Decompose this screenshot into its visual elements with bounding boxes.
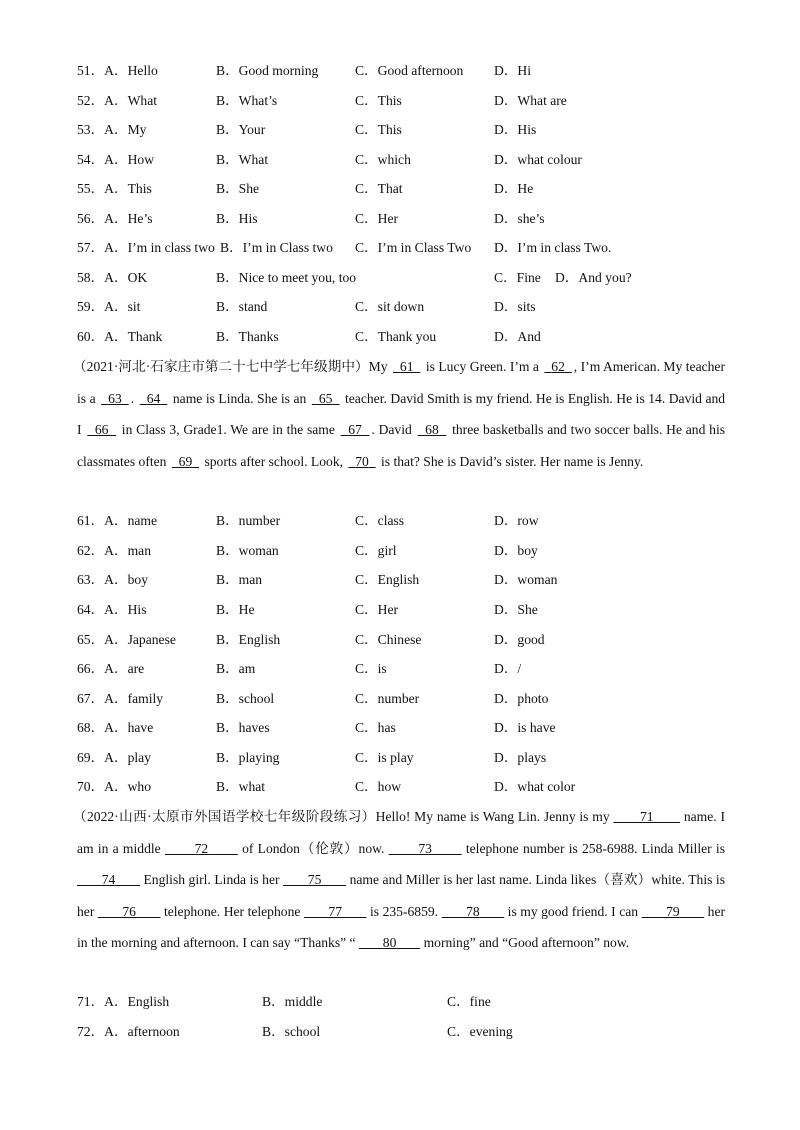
q68-option-c: C．has	[355, 720, 396, 735]
q59-option-c: C．sit down	[355, 299, 425, 314]
q69-option-b: B．playing	[216, 750, 280, 765]
q66-option-c: C．is	[355, 661, 387, 676]
question-59	[77, 297, 737, 317]
q51-option-d: D．Hi	[494, 63, 532, 78]
q61-option-a: 61．A．name	[77, 513, 158, 528]
q64-option-c: C．Her	[355, 602, 399, 617]
q58-option-c: C．Fine	[494, 270, 541, 285]
q58-option-d: D．And you?	[555, 270, 632, 285]
q60-option-a: 60．A．Thank	[77, 329, 163, 344]
q56-option-a: 56．A．He’s	[77, 211, 153, 226]
q57-option-c: C．I’m in Class Two	[355, 240, 472, 255]
q72-option-a: 72．A．afternoon	[77, 1024, 180, 1039]
q70-option-c: C．how	[355, 779, 402, 794]
blank-61: 61	[399, 359, 414, 374]
blank-63: 63	[108, 390, 122, 406]
blank-72: 72	[194, 840, 209, 856]
q56-option-b: B．His	[216, 211, 258, 226]
q68-option-a: 68．A．have	[77, 720, 154, 735]
q67-option-d: D．photo	[494, 691, 549, 706]
q60-option-c: C．Thank you	[355, 329, 437, 344]
q67-option-c: C．number	[355, 691, 420, 706]
q65-option-b: B．English	[216, 632, 281, 647]
blank-79: 79	[666, 903, 680, 919]
blank-65: 65	[318, 390, 333, 406]
q51-option-c: C．Good afternoon	[355, 63, 464, 78]
q68-option-d: D．is have	[494, 720, 556, 735]
q63-option-b: B．man	[216, 572, 263, 587]
blank-69: 69	[178, 453, 193, 469]
q54-option-a: 54．A．How	[77, 152, 155, 167]
q53-option-a: 53．A．My	[77, 122, 147, 137]
question-60	[77, 327, 737, 347]
q64-option-a: 64．A．His	[77, 602, 147, 617]
q54-option-b: B．What	[216, 152, 269, 167]
q54-option-c: C．which	[355, 152, 411, 167]
cloze-passage-3: （2022·山西·太原市外国语学校七年级阶段练习）Hello! My name is Wang Lin. Jenny is my 71 name. I am in a middle 72 of London（伦敦）now. 73 telephone number is 258-6988. Linda Miller is 74 English girl. Linda is her 75 name and Miller is her last name. Linda likes（喜欢）white. This is her 76 telephone. Her telephone 77 is 235-6859. 78 is my good friend. I can 79 her in the morning and afternoon. I can say “Thanks” “ 80 morning” and “Good afternoon” now.	[73, 809, 726, 950]
q71-option-c: C．fine	[447, 994, 491, 1009]
q66-option-d: D．/	[494, 661, 522, 676]
q52-option-c: C．This	[355, 93, 402, 108]
passage-2-source: （2021·河北·石家庄市第二十七中学七年级期中）	[73, 359, 369, 374]
q72-option-c: C．evening	[447, 1024, 513, 1039]
question-51	[77, 61, 737, 81]
blank-76: 76	[122, 903, 136, 919]
q70-option-d: D．what color	[494, 779, 576, 794]
q63-option-d: D．woman	[494, 572, 558, 587]
q70-option-b: B．what	[216, 779, 266, 794]
q51-option-a: 51．A．Hello	[77, 63, 158, 78]
q55-option-c: C．That	[355, 181, 403, 196]
q57-option-b: B．I’m in Class two	[220, 240, 333, 255]
q54-option-d: D．what colour	[494, 152, 582, 167]
q69-option-c: C．is play	[355, 750, 414, 765]
q56-option-d: D．she’s	[494, 211, 545, 226]
blank-74: 74	[101, 872, 116, 887]
question-65	[77, 630, 737, 650]
question-72	[77, 1022, 737, 1042]
q65-option-d: D．good	[494, 632, 545, 647]
blank-70: 70	[355, 453, 369, 469]
cloze-passage-2: （2021·河北·石家庄市第二十七中学七年级期中）My 61 is Lucy Green. I’m a 62 , I’m American. My teacher is a 63 . 64 name is Linda. She is an 65 teacher. David Smith is my friend. He is English. He is 14. David and I 66 in Class 3, Grade1. We are in the same 67 . David 68 three basketballs and two soccer balls. He and his classmates often 69 sports after school. Look, 70 is that? She is David’s sister. Her name is Jenny.	[73, 359, 726, 469]
blank-62: 62	[551, 359, 565, 374]
question-69	[77, 748, 737, 768]
q53-option-b: B．Your	[216, 122, 266, 137]
q55-option-d: D．He	[494, 181, 534, 196]
question-58	[77, 268, 737, 288]
q53-option-d: D．His	[494, 122, 537, 137]
q69-option-a: 69．A．play	[77, 750, 152, 765]
q59-option-b: B．stand	[216, 299, 268, 314]
passage-3-source: （2022·山西·太原市外国语学校七年级阶段练习）	[73, 809, 376, 824]
question-55	[77, 179, 737, 199]
question-70	[77, 777, 737, 797]
q55-option-a: 55．A．This	[77, 181, 152, 196]
question-57	[77, 238, 737, 258]
question-62	[77, 541, 737, 561]
question-54	[77, 150, 737, 170]
q65-option-a: 65．A．Japanese	[77, 632, 176, 647]
blank-78: 78	[466, 903, 480, 919]
blank-80: 80	[382, 935, 397, 950]
q70-option-a: 70．A．who	[77, 779, 152, 794]
q58-option-b: B．Nice to meet you, too	[216, 270, 357, 285]
q57-option-a: 57．A．I’m in class two	[77, 240, 215, 255]
q67-option-a: 67．A．family	[77, 691, 164, 706]
question-63	[77, 570, 737, 590]
q58-option-a: 58．A．OK	[77, 270, 148, 285]
q62-option-b: B．woman	[216, 543, 279, 558]
q64-option-b: B．He	[216, 602, 255, 617]
question-67	[77, 689, 737, 709]
q59-option-d: D．sits	[494, 299, 536, 314]
q52-option-d: D．What are	[494, 93, 567, 108]
q56-option-c: C．Her	[355, 211, 399, 226]
blank-67: 67	[348, 422, 362, 437]
q51-option-b: B．Good morning	[216, 63, 319, 78]
q59-option-a: 59．A．sit	[77, 299, 141, 314]
question-66	[77, 659, 737, 679]
question-68	[77, 718, 737, 738]
q72-option-b: B．school	[262, 1024, 321, 1039]
q71-option-b: B．middle	[262, 994, 323, 1009]
q63-option-c: C．English	[355, 572, 420, 587]
q62-option-a: 62．A．man	[77, 543, 152, 558]
q66-option-b: B．am	[216, 661, 256, 676]
question-61	[77, 511, 737, 531]
q55-option-b: B．She	[216, 181, 260, 196]
q61-option-b: B．number	[216, 513, 281, 528]
blank-73: 73	[418, 840, 432, 856]
q64-option-d: D．She	[494, 602, 538, 617]
q69-option-d: D．plays	[494, 750, 547, 765]
q52-option-a: 52．A．What	[77, 93, 158, 108]
blank-68: 68	[425, 422, 439, 437]
question-64	[77, 600, 737, 620]
q61-option-d: D．row	[494, 513, 539, 528]
q53-option-c: C．This	[355, 122, 402, 137]
q66-option-a: 66．A．are	[77, 661, 145, 676]
q65-option-c: C．Chinese	[355, 632, 422, 647]
blank-66: 66	[94, 422, 109, 437]
blank-71: 71	[639, 809, 654, 824]
blank-75: 75	[307, 872, 322, 887]
blank-64: 64	[146, 390, 161, 406]
q68-option-b: B．haves	[216, 720, 270, 735]
q62-option-d: D．boy	[494, 543, 538, 558]
question-53	[77, 120, 737, 140]
q52-option-b: B．What’s	[216, 93, 278, 108]
q62-option-c: C．girl	[355, 543, 397, 558]
q57-option-d: D．I’m in class Two.	[494, 240, 612, 255]
question-52	[77, 91, 737, 111]
q71-option-a: 71．A．English	[77, 994, 170, 1009]
q60-option-d: D．And	[494, 329, 541, 344]
question-56	[77, 209, 737, 229]
q63-option-a: 63．A．boy	[77, 572, 148, 587]
q61-option-c: C．class	[355, 513, 405, 528]
q60-option-b: B．Thanks	[216, 329, 279, 344]
blank-77: 77	[328, 903, 343, 919]
q67-option-b: B．school	[216, 691, 275, 706]
question-71	[77, 992, 737, 1012]
